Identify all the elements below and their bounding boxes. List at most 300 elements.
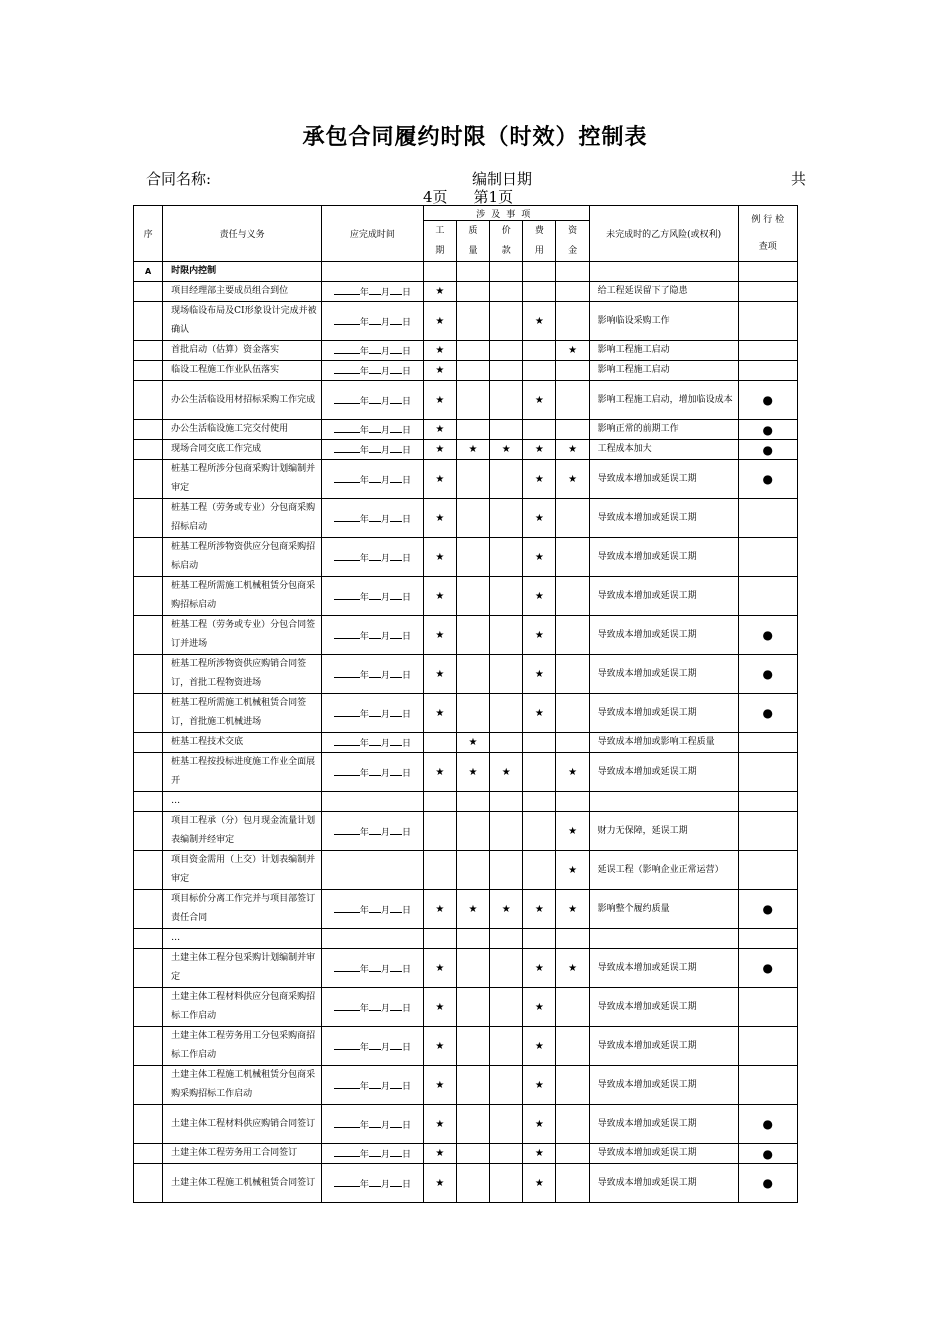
month-unit: 月 bbox=[380, 631, 390, 642]
empty-price bbox=[490, 616, 523, 655]
day-blank bbox=[390, 551, 402, 561]
star-cost: ★ bbox=[523, 381, 556, 420]
star-schedule: ★ bbox=[423, 753, 456, 792]
check-empty bbox=[738, 1066, 797, 1105]
year-blank bbox=[334, 473, 360, 483]
duty-cell: 土建主体工程材料供应分包商采购招标工作启动 bbox=[163, 988, 322, 1027]
year-blank bbox=[334, 443, 360, 453]
due-date-cell bbox=[322, 733, 424, 753]
empty-price bbox=[490, 499, 523, 538]
star-price: ★ bbox=[490, 753, 523, 792]
risk-cell: 导致成本增加或延误工期 bbox=[589, 460, 738, 499]
row-seq bbox=[134, 890, 163, 929]
month-unit: 月 bbox=[380, 367, 390, 377]
year-unit: 年 bbox=[359, 426, 369, 436]
due-date-cell bbox=[322, 302, 424, 341]
year-blank bbox=[334, 394, 360, 404]
day-unit: 日 bbox=[401, 1120, 411, 1131]
empty-cost bbox=[523, 420, 556, 440]
month-unit: 月 bbox=[380, 475, 390, 486]
empty-cost bbox=[523, 341, 556, 361]
year-blank bbox=[334, 285, 360, 295]
empty-funds bbox=[556, 616, 589, 655]
year-unit: 年 bbox=[359, 1081, 369, 1092]
row-seq bbox=[134, 851, 163, 890]
due-date-cell bbox=[322, 499, 424, 538]
star-schedule: ★ bbox=[423, 420, 456, 440]
year-blank bbox=[334, 1079, 360, 1089]
day-blank bbox=[390, 1118, 402, 1128]
duty-cell: 桩基工程所涉分包商采购计划编制并审定 bbox=[163, 460, 322, 499]
star-schedule: ★ bbox=[423, 1144, 456, 1164]
month-blank bbox=[369, 315, 381, 325]
risk-cell: 导致成本增加或延误工期 bbox=[589, 1027, 738, 1066]
day-blank bbox=[390, 707, 402, 717]
duty-cell: 办公生活临设用材招标采购工作完成 bbox=[163, 381, 322, 420]
table-row bbox=[134, 655, 798, 694]
empty-funds bbox=[556, 1027, 589, 1066]
empty-funds bbox=[556, 1144, 589, 1164]
month-unit: 月 bbox=[380, 426, 390, 436]
row-seq bbox=[134, 1164, 163, 1203]
due-date-cell bbox=[322, 1027, 424, 1066]
risk-cell: 影响整个履约质量 bbox=[589, 890, 738, 929]
year-unit: 年 bbox=[359, 827, 369, 838]
due-date-cell bbox=[322, 460, 424, 499]
year-unit: 年 bbox=[359, 709, 369, 720]
day-blank bbox=[390, 473, 402, 483]
empty-price bbox=[490, 1027, 523, 1066]
year-unit: 年 bbox=[359, 553, 369, 564]
duty-cell: 桩基工程（劳务或专业）分包合同签订并进场 bbox=[163, 616, 322, 655]
month-unit: 月 bbox=[380, 446, 390, 456]
empty-quality bbox=[456, 1164, 489, 1203]
day-blank bbox=[390, 344, 402, 354]
star-schedule: ★ bbox=[423, 381, 456, 420]
day-blank bbox=[390, 825, 402, 835]
empty-funds bbox=[556, 282, 589, 302]
row-seq bbox=[134, 616, 163, 655]
star-cost: ★ bbox=[523, 949, 556, 988]
header-check-line2: 查项 bbox=[758, 242, 777, 252]
empty-price bbox=[490, 361, 523, 381]
ellipsis-row bbox=[134, 929, 798, 949]
star-cost: ★ bbox=[523, 1144, 556, 1164]
year-unit: 年 bbox=[359, 592, 369, 603]
due-date-cell bbox=[322, 440, 424, 460]
year-blank bbox=[334, 1118, 360, 1128]
star-cost: ★ bbox=[523, 538, 556, 577]
due-date-cell bbox=[322, 538, 424, 577]
row-seq bbox=[134, 440, 163, 460]
year-unit: 年 bbox=[359, 396, 369, 407]
star-quality: ★ bbox=[456, 753, 489, 792]
empty-quality bbox=[456, 655, 489, 694]
star-cost: ★ bbox=[523, 460, 556, 499]
check-empty bbox=[738, 988, 797, 1027]
empty-quality bbox=[456, 460, 489, 499]
star-schedule: ★ bbox=[423, 655, 456, 694]
empty-quality bbox=[456, 1105, 489, 1144]
check-empty bbox=[738, 1027, 797, 1066]
year-blank bbox=[334, 736, 360, 746]
empty-cell bbox=[738, 792, 797, 812]
duty-cell: 项目工程承（分）包月现金流量计划表编制并经审定 bbox=[163, 812, 322, 851]
day-unit: 日 bbox=[401, 739, 411, 749]
empty-price bbox=[490, 1066, 523, 1105]
check-empty bbox=[738, 341, 797, 361]
empty-quality bbox=[456, 1027, 489, 1066]
header-check bbox=[738, 206, 797, 262]
empty-price bbox=[490, 538, 523, 577]
month-unit: 月 bbox=[380, 347, 390, 357]
empty-cell bbox=[589, 929, 738, 949]
check-dot: ● bbox=[738, 1144, 797, 1164]
month-blank bbox=[369, 668, 381, 678]
day-unit: 日 bbox=[401, 827, 411, 838]
due-date-cell bbox=[322, 1066, 424, 1105]
empty-quality bbox=[456, 381, 489, 420]
empty-funds bbox=[556, 499, 589, 538]
day-blank bbox=[390, 443, 402, 453]
table-row bbox=[134, 733, 798, 753]
risk-cell: 影响临设采购工作 bbox=[589, 302, 738, 341]
table-row bbox=[134, 460, 798, 499]
duty-cell: 桩基工程所涉物资供应购销合同签订，首批工程物资进场 bbox=[163, 655, 322, 694]
ellipsis-cell: … bbox=[163, 929, 322, 949]
empty-cell bbox=[589, 792, 738, 812]
day-unit: 日 bbox=[401, 1150, 411, 1160]
star-cost: ★ bbox=[523, 890, 556, 929]
row-seq bbox=[134, 694, 163, 733]
duty-cell: 项目资金需用（上交）计划表编制并审定 bbox=[163, 851, 322, 890]
month-blank bbox=[369, 551, 381, 561]
empty-cell bbox=[523, 929, 556, 949]
star-funds: ★ bbox=[556, 812, 589, 851]
star-quality: ★ bbox=[456, 890, 489, 929]
day-blank bbox=[390, 736, 402, 746]
empty-quality bbox=[456, 341, 489, 361]
empty-funds bbox=[556, 538, 589, 577]
check-empty bbox=[738, 733, 797, 753]
compile-date-label: 编制日期 bbox=[472, 170, 533, 188]
risk-cell: 导致成本增加或延误工期 bbox=[589, 949, 738, 988]
duty-cell: 土建主体工程劳务用工合同签订 bbox=[163, 1144, 322, 1164]
empty-price bbox=[490, 302, 523, 341]
month-blank bbox=[369, 1040, 381, 1050]
table-row bbox=[134, 949, 798, 988]
due-date-cell bbox=[322, 851, 424, 890]
table-row bbox=[134, 694, 798, 733]
empty-price bbox=[490, 733, 523, 753]
month-unit: 月 bbox=[380, 827, 390, 838]
risk-cell: 导致成本增加或延误工期 bbox=[589, 577, 738, 616]
day-blank bbox=[390, 766, 402, 776]
empty-funds bbox=[556, 1105, 589, 1144]
risk-cell: 给工程延误留下了隐患 bbox=[589, 282, 738, 302]
month-unit: 月 bbox=[380, 317, 390, 328]
risk-cell: 导致成本增加或延误工期 bbox=[589, 1164, 738, 1203]
year-unit: 年 bbox=[359, 317, 369, 328]
check-empty bbox=[738, 812, 797, 851]
table-row bbox=[134, 812, 798, 851]
due-date-cell bbox=[322, 420, 424, 440]
empty-cell bbox=[423, 792, 456, 812]
month-blank bbox=[369, 1177, 381, 1187]
due-date-cell bbox=[322, 282, 424, 302]
row-seq bbox=[134, 792, 163, 812]
star-schedule: ★ bbox=[423, 282, 456, 302]
table-row bbox=[134, 988, 798, 1027]
star-funds: ★ bbox=[556, 949, 589, 988]
duty-cell: 土建主体工程分包采购计划编制并审定 bbox=[163, 949, 322, 988]
subheader-funds: 资 金 bbox=[556, 221, 589, 262]
star-quality: ★ bbox=[456, 733, 489, 753]
year-blank bbox=[334, 707, 360, 717]
empty-cell bbox=[556, 792, 589, 812]
year-unit: 年 bbox=[359, 1179, 369, 1190]
star-schedule: ★ bbox=[423, 440, 456, 460]
month-unit: 月 bbox=[380, 709, 390, 720]
check-dot: ● bbox=[738, 420, 797, 440]
day-unit: 日 bbox=[401, 670, 411, 681]
due-date-cell bbox=[322, 1144, 424, 1164]
table-body bbox=[134, 262, 798, 1203]
day-unit: 日 bbox=[401, 317, 411, 328]
due-date-cell bbox=[322, 361, 424, 381]
risk-cell: 影响工程施工启动 bbox=[589, 341, 738, 361]
month-unit: 月 bbox=[380, 1150, 390, 1160]
year-blank bbox=[334, 629, 360, 639]
risk-cell: 导致成本增加或延误工期 bbox=[589, 1144, 738, 1164]
day-unit: 日 bbox=[401, 1179, 411, 1190]
star-schedule: ★ bbox=[423, 361, 456, 381]
duty-cell: 现场合同交底工作完成 bbox=[163, 440, 322, 460]
star-cost: ★ bbox=[523, 499, 556, 538]
risk-cell: 导致成本增加或延误工期 bbox=[589, 616, 738, 655]
risk-cell: 影响工程施工启动，增加临设成本 bbox=[589, 381, 738, 420]
empty-quality bbox=[456, 1144, 489, 1164]
month-blank bbox=[369, 443, 381, 453]
empty-quality bbox=[456, 988, 489, 1027]
empty-price bbox=[490, 282, 523, 302]
due-date-cell bbox=[322, 949, 424, 988]
year-unit: 年 bbox=[359, 347, 369, 357]
check-dot: ● bbox=[738, 655, 797, 694]
star-schedule: ★ bbox=[423, 988, 456, 1027]
row-seq bbox=[134, 1027, 163, 1066]
row-seq bbox=[134, 1066, 163, 1105]
month-blank bbox=[369, 473, 381, 483]
star-schedule: ★ bbox=[423, 538, 456, 577]
table-row bbox=[134, 1164, 798, 1203]
empty-quality bbox=[456, 694, 489, 733]
star-funds: ★ bbox=[556, 851, 589, 890]
month-blank bbox=[369, 1118, 381, 1128]
day-blank bbox=[390, 394, 402, 404]
table-row bbox=[134, 1066, 798, 1105]
star-cost: ★ bbox=[523, 577, 556, 616]
star-schedule: ★ bbox=[423, 949, 456, 988]
risk-cell: 导致成本增加或延误工期 bbox=[589, 1105, 738, 1144]
star-funds: ★ bbox=[556, 753, 589, 792]
empty-cell bbox=[738, 929, 797, 949]
empty-funds bbox=[556, 1164, 589, 1203]
empty-price bbox=[490, 1105, 523, 1144]
due-date-cell bbox=[322, 341, 424, 361]
star-cost: ★ bbox=[523, 1066, 556, 1105]
day-unit: 日 bbox=[401, 905, 411, 916]
star-schedule: ★ bbox=[423, 460, 456, 499]
check-empty bbox=[738, 577, 797, 616]
day-unit: 日 bbox=[401, 396, 411, 407]
day-blank bbox=[390, 903, 402, 913]
month-unit: 月 bbox=[380, 1003, 390, 1014]
risk-cell: 导致成本增加或影响工程质量 bbox=[589, 733, 738, 753]
duty-cell: 首批启动（估算）资金落实 bbox=[163, 341, 322, 361]
header-risk: 未完成时的乙方风险(或权利) bbox=[589, 206, 738, 262]
year-unit: 年 bbox=[359, 288, 369, 298]
day-blank bbox=[390, 668, 402, 678]
check-empty bbox=[738, 361, 797, 381]
table-row bbox=[134, 538, 798, 577]
check-dot: ● bbox=[738, 1105, 797, 1144]
star-price: ★ bbox=[490, 440, 523, 460]
year-blank bbox=[334, 825, 360, 835]
subheader-quality: 质 量 bbox=[456, 221, 489, 262]
day-blank bbox=[390, 1147, 402, 1157]
due-date-cell bbox=[322, 1105, 424, 1144]
star-quality: ★ bbox=[456, 440, 489, 460]
star-funds: ★ bbox=[556, 460, 589, 499]
empty-cost bbox=[523, 361, 556, 381]
month-unit: 月 bbox=[380, 553, 390, 564]
table-row bbox=[134, 420, 798, 440]
duty-cell: 桩基工程技术交底 bbox=[163, 733, 322, 753]
empty-cost bbox=[523, 733, 556, 753]
empty-price bbox=[490, 851, 523, 890]
year-blank bbox=[334, 590, 360, 600]
year-unit: 年 bbox=[359, 964, 369, 975]
star-schedule: ★ bbox=[423, 1066, 456, 1105]
month-unit: 月 bbox=[380, 768, 390, 779]
year-blank bbox=[334, 668, 360, 678]
due-date-cell bbox=[322, 616, 424, 655]
empty-price bbox=[490, 420, 523, 440]
month-blank bbox=[369, 707, 381, 717]
total-pages: 4页 bbox=[423, 188, 448, 206]
duty-cell: 土建主体工程施工机械租赁合同签订 bbox=[163, 1164, 322, 1203]
header-time: 应完成时间 bbox=[322, 206, 424, 262]
table-row bbox=[134, 577, 798, 616]
risk-cell: 影响正常的前期工作 bbox=[589, 420, 738, 440]
row-seq bbox=[134, 282, 163, 302]
empty-price bbox=[490, 1164, 523, 1203]
year-blank bbox=[334, 1177, 360, 1187]
risk-cell: 导致成本增加或延误工期 bbox=[589, 499, 738, 538]
day-unit: 日 bbox=[401, 709, 411, 720]
day-blank bbox=[390, 512, 402, 522]
month-blank bbox=[369, 285, 381, 295]
year-unit: 年 bbox=[359, 446, 369, 456]
month-blank bbox=[369, 903, 381, 913]
star-schedule: ★ bbox=[423, 616, 456, 655]
month-blank bbox=[369, 364, 381, 374]
empty-cell bbox=[456, 792, 489, 812]
empty-quality bbox=[456, 361, 489, 381]
duty-cell: 土建主体工程劳务用工分包采购商招标工作启动 bbox=[163, 1027, 322, 1066]
row-seq bbox=[134, 1105, 163, 1144]
day-unit: 日 bbox=[401, 475, 411, 486]
star-funds: ★ bbox=[556, 440, 589, 460]
empty-quality bbox=[456, 302, 489, 341]
star-funds: ★ bbox=[556, 890, 589, 929]
year-blank bbox=[334, 766, 360, 776]
duty-cell: 桩基工程所需施工机械租赁合同签订，首批施工机械进场 bbox=[163, 694, 322, 733]
empty-price bbox=[490, 1144, 523, 1164]
day-unit: 日 bbox=[401, 367, 411, 377]
empty-quality bbox=[456, 282, 489, 302]
due-date-cell bbox=[322, 988, 424, 1027]
check-dot: ● bbox=[738, 440, 797, 460]
year-unit: 年 bbox=[359, 768, 369, 779]
empty-quality bbox=[456, 420, 489, 440]
month-unit: 月 bbox=[380, 514, 390, 525]
month-blank bbox=[369, 1001, 381, 1011]
check-dot: ● bbox=[738, 694, 797, 733]
table-row bbox=[134, 1144, 798, 1164]
risk-cell: 影响工程施工启动 bbox=[589, 361, 738, 381]
day-unit: 日 bbox=[401, 426, 411, 436]
year-unit: 年 bbox=[359, 514, 369, 525]
check-dot: ● bbox=[738, 616, 797, 655]
empty-schedule bbox=[423, 812, 456, 851]
empty-quality bbox=[456, 812, 489, 851]
due-date-cell bbox=[322, 890, 424, 929]
star-cost: ★ bbox=[523, 1164, 556, 1203]
due-date-cell bbox=[322, 1164, 424, 1203]
row-seq bbox=[134, 812, 163, 851]
star-schedule: ★ bbox=[423, 1105, 456, 1144]
check-empty bbox=[738, 282, 797, 302]
star-schedule: ★ bbox=[423, 1027, 456, 1066]
table-row bbox=[134, 1027, 798, 1066]
duty-cell: 办公生活临设施工完交付使用 bbox=[163, 420, 322, 440]
check-dot: ● bbox=[738, 949, 797, 988]
day-unit: 日 bbox=[401, 1003, 411, 1014]
empty-quality bbox=[456, 949, 489, 988]
month-blank bbox=[369, 825, 381, 835]
table-row bbox=[134, 753, 798, 792]
check-empty bbox=[738, 851, 797, 890]
star-cost: ★ bbox=[523, 440, 556, 460]
table-row bbox=[134, 302, 798, 341]
empty-price bbox=[490, 988, 523, 1027]
day-unit: 日 bbox=[401, 964, 411, 975]
table-row bbox=[134, 890, 798, 929]
row-seq bbox=[134, 929, 163, 949]
row-seq bbox=[134, 733, 163, 753]
due-date-cell bbox=[322, 381, 424, 420]
year-unit: 年 bbox=[359, 905, 369, 916]
month-unit: 月 bbox=[380, 288, 390, 298]
day-blank bbox=[390, 285, 402, 295]
day-unit: 日 bbox=[401, 631, 411, 642]
subheader-cost: 费 用 bbox=[523, 221, 556, 262]
section-seq: A bbox=[134, 262, 163, 282]
day-blank bbox=[390, 423, 402, 433]
empty-cell bbox=[556, 929, 589, 949]
